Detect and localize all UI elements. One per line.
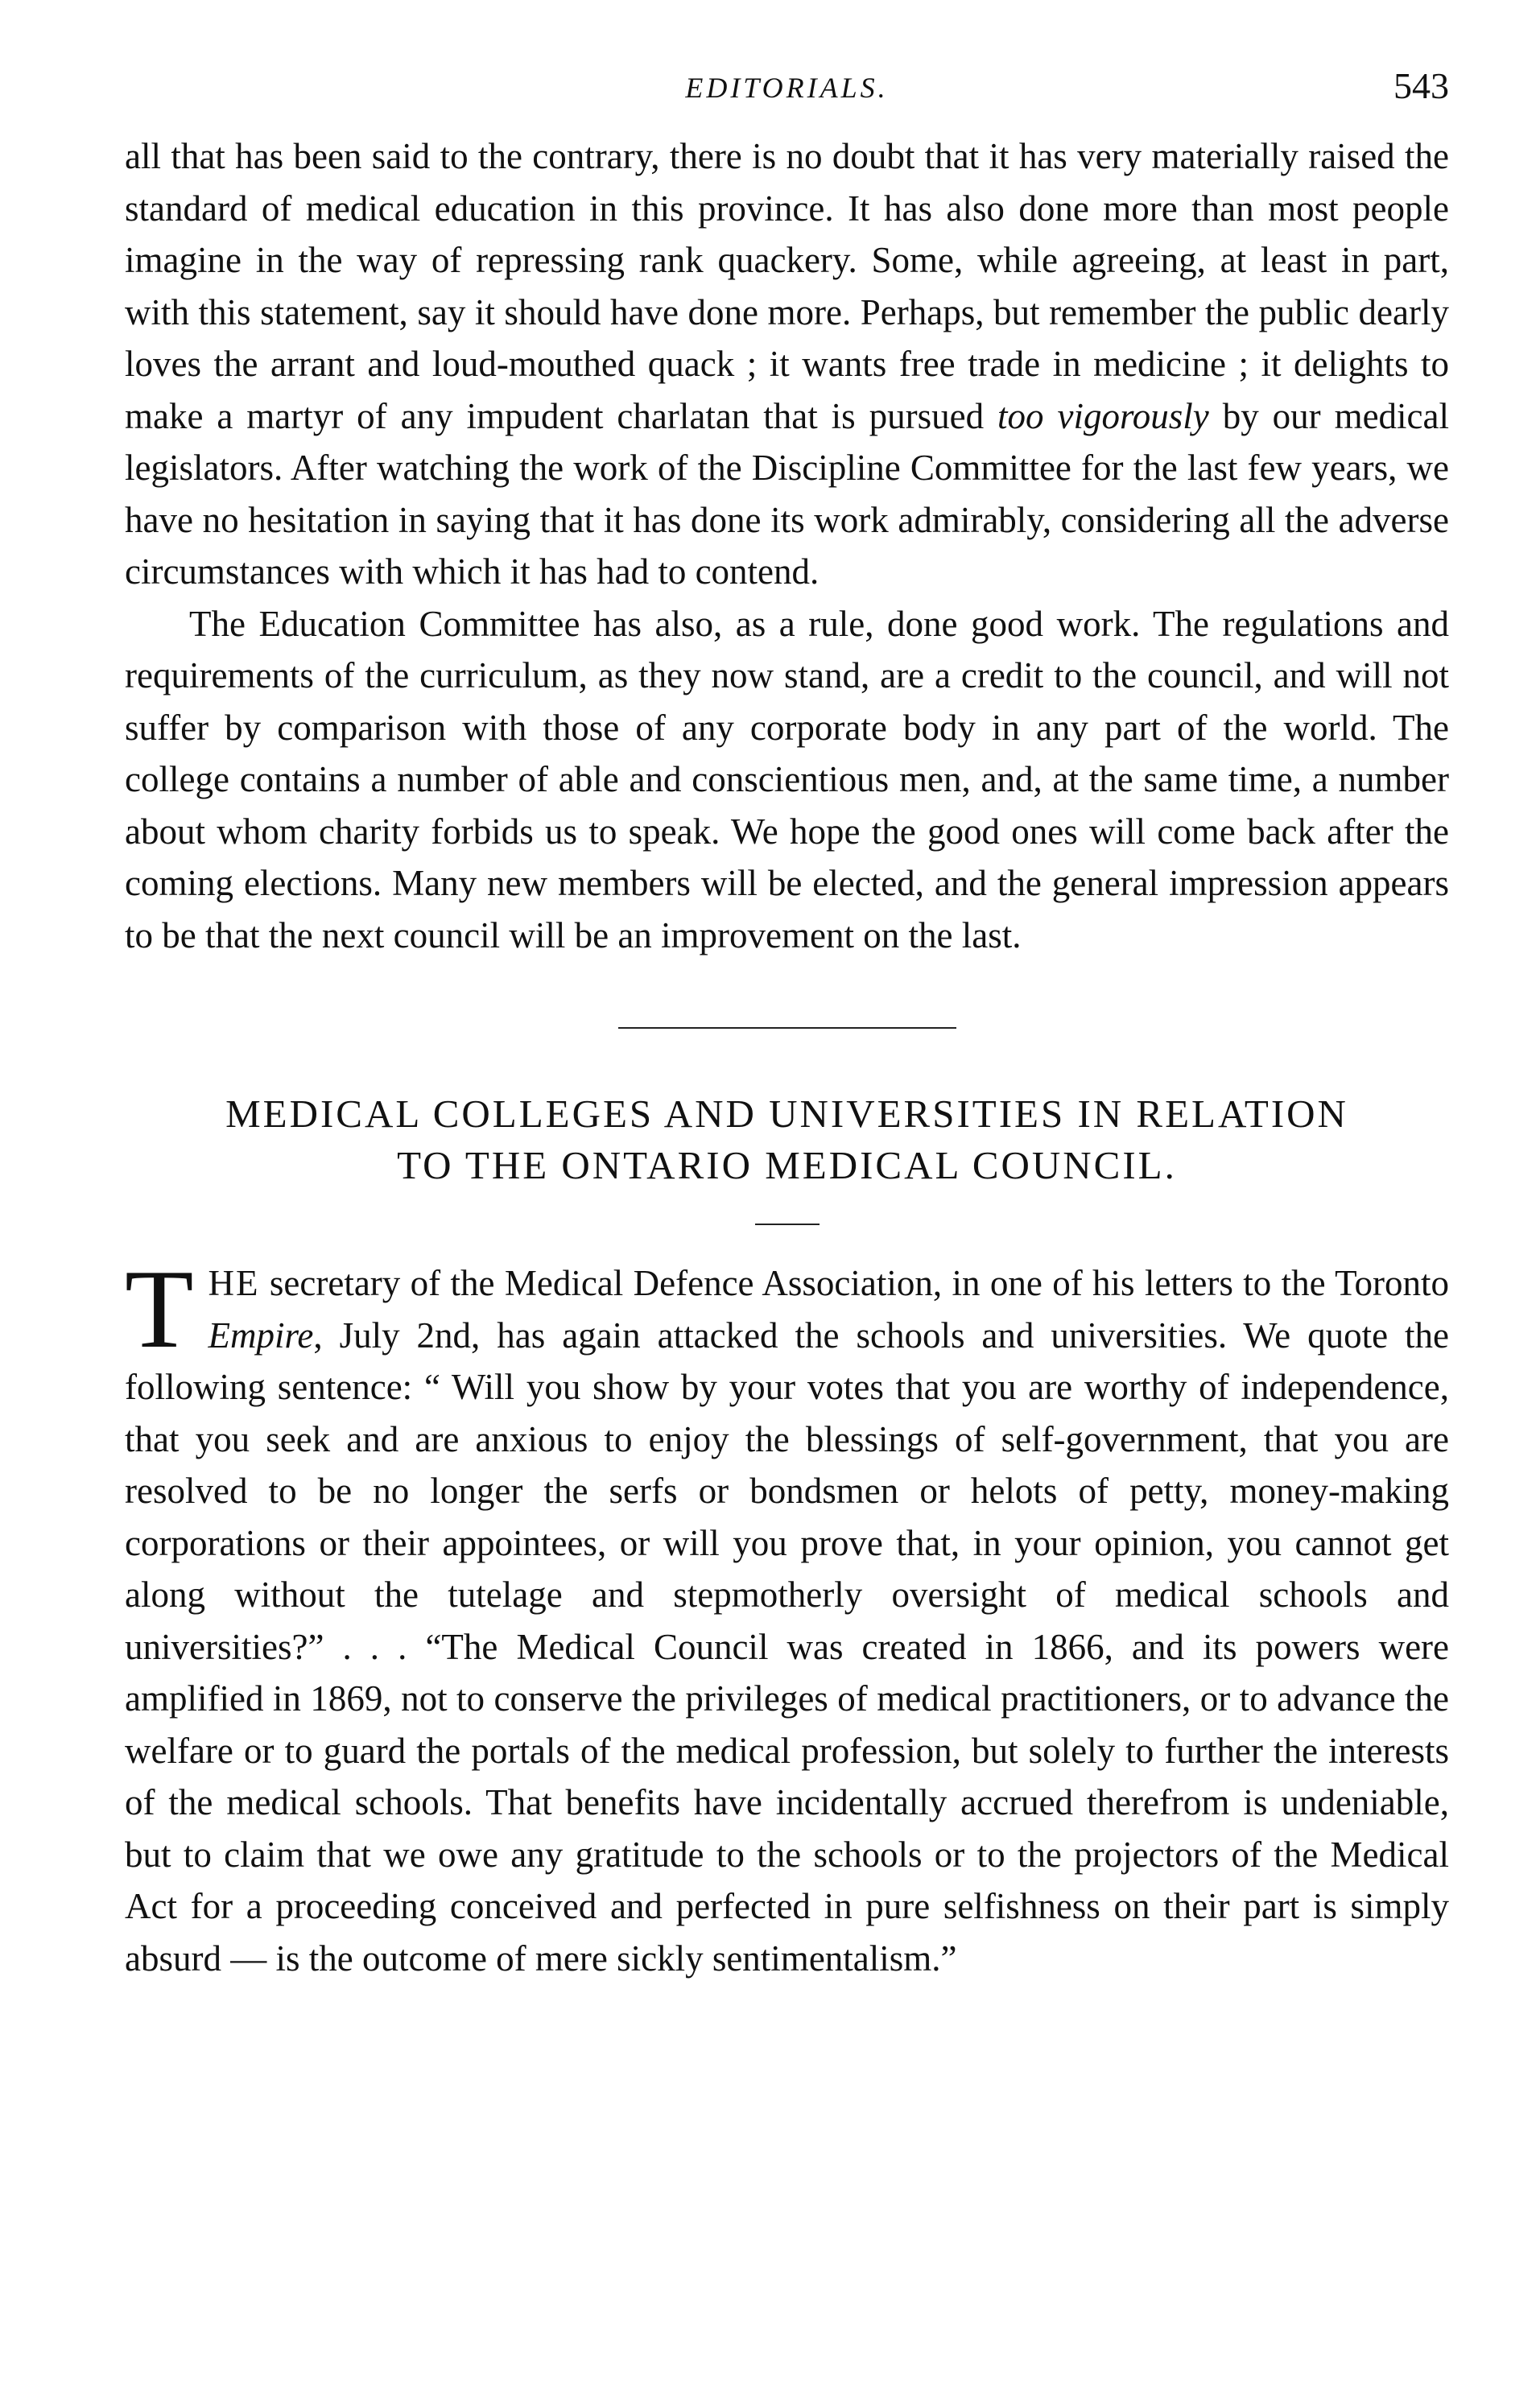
paragraph-text: , July 2nd, has again attacked the schools and universities. We quote the following sentence: “ Will you show by your votes that you are worthy of independence, that you seek and are anxious to enjoy the blessings of self-government, that you are resolved to be no longer the serfs or bondsmen or helots of petty, money-making corporations or their appointees, or will you prove that, in your opinion, you cannot get along without the tutelage and stepmotherly oversight of medical schools and universities?” . . . “The Medical Council was created in 1866, and its powers were amplified in 1869, not to conserve the privileges of medical practitioners, or to advance the welfare or to guard the portals of the medical profession, but solely to further the interests of the medical schools. That benefits have incidentally accrued therefrom is undeniable, but to claim that we owe any gratitude to the schools or to the projectors of the Medical Act for a proceeding conceived and perfected in pure selfishness on their part is simply absurd — is the outcome of mere sickly sentimentalism.” <box>125 1314 1449 1979</box>
section-divider <box>618 1027 956 1029</box>
paragraph-defence-association <box>125 1247 1449 1984</box>
heading-underline <box>755 1224 820 1225</box>
lead-caps: HE <box>208 1263 260 1303</box>
page-number: 543 <box>1393 65 1449 106</box>
paragraph-text: all that has been said to the contrary, there is no doubt that it has very materially raised the standard of medical education in this province. It has also done more than most people imagine in the way of repressing rank quackery. Some, while agreeing, at least in part, with this statement, say it should have done more. Perhaps, but remember the public dearly loves the arrant and loud-mouthed quack ; it wants free trade in medicine ; it delights to make a martyr of any impudent charlatan that is pursued <box>125 136 1449 436</box>
drop-cap: T <box>125 1247 194 1372</box>
paragraph-text: The Education Committee has also, as a rule, done good work. The regulations and requirements of the curriculum, as they now stand, are a credit to the council, and will not suffer by comparison with those of any corporate body in any part of the world. The college contains a number of able and conscientious men, and, at the same time, a number about whom charity forbids us to speak. We hope the good ones will come back after the coming elections. Many new members will be elected, and the general impression appears to be that the next council will be an improvement on the last. <box>125 603 1449 955</box>
page <box>125 56 1449 1984</box>
running-title: EDITORIALS. <box>685 72 889 104</box>
paragraph-education-committee <box>125 598 1449 962</box>
paragraph-text: secretary of the Medical Defence Association, in one of his letters to the Toronto <box>259 1263 1449 1303</box>
paragraph-council-record <box>125 130 1449 598</box>
section-heading <box>125 1088 1449 1191</box>
heading-line-1: MEDICAL COLLEGES AND UNIVERSITIES IN RELATION <box>225 1092 1348 1136</box>
italic-phrase: too vigorously <box>997 395 1209 436</box>
heading-line-2: TO THE ONTARIO MEDICAL COUNCIL. <box>397 1143 1177 1187</box>
paragraph-text: by our medical legislators. After watching the work of the Discipline Committee for the last few years, we have no hesitation in saying that it has done its work admirably, considering all the adverse circumstances with which it has had to contend. <box>125 395 1450 592</box>
running-head <box>125 56 1449 121</box>
newspaper-title: Empire <box>208 1314 314 1356</box>
